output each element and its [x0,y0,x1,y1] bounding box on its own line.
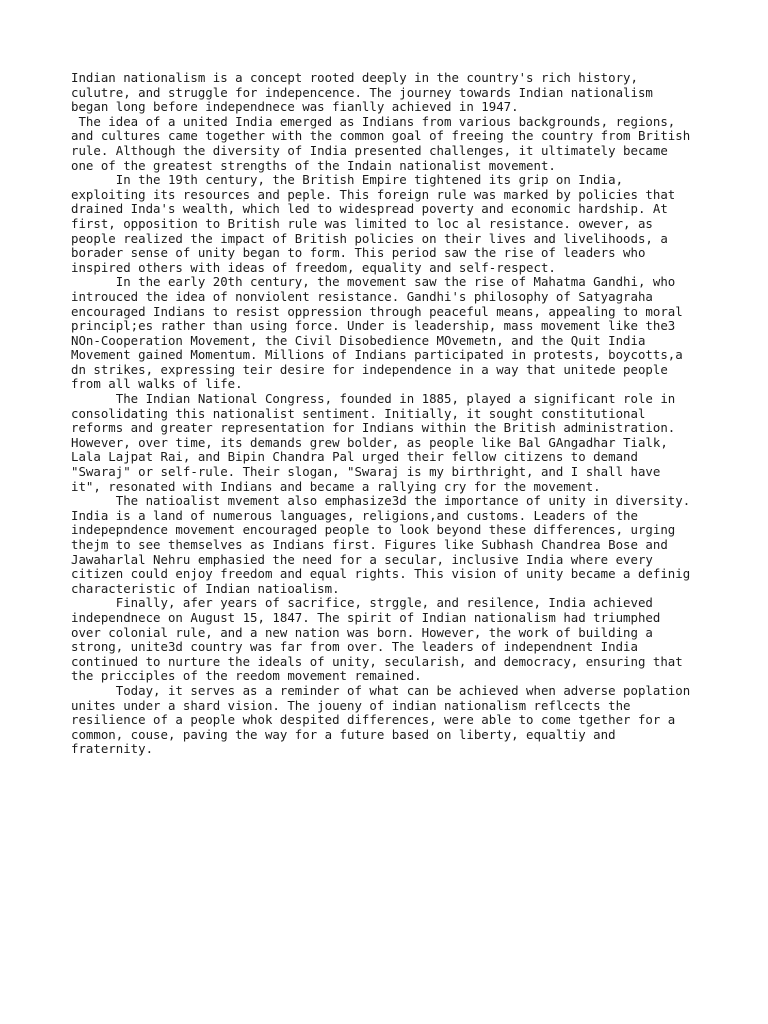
text-line: common, couse, paving the way for a future based on liberty, equaltiy and [71,726,616,742]
text-line: continued to nurture the ideals of unity, secularish, and democracy, ensuring that [71,653,683,669]
text-line: consolidating this nationalist sentiment. Initially, it sought constitutional [71,405,646,421]
text-line: principl;es rather than using force. Under is leadership, mass movement like the3 [71,318,676,334]
text-line: strong, unite3d country was far from over. The leaders of independnent India [71,639,638,655]
text-line: drained Inda's wealth, which led to widespread poverty and economic hardship. At [71,201,668,217]
text-line: However, over time, its demands grew bolder, as people like Bal GAngadhar Tialk, [71,434,668,450]
text-line: unites under a shard vision. The joueny of indian nationalism reflcects the [71,697,631,713]
text-line: The Indian National Congress, founded in 1885, played a significant role in [71,391,676,407]
text-line: thejm to see themselves as Indians first. Figures like Subhash Chandrea Bose and [71,537,668,552]
text-line: Lala Lajpat Rai, and Bipin Chandra Pal urged their fellow citizens to demand [71,449,638,465]
text-line: India is a land of numerous languages, religions,and customs. Leaders of the [71,507,638,523]
text-line: borader sense of unity began to form. This period saw the rise of leaders who [71,245,646,261]
text-line: resilience of a people whok despited differences, were able to come tgether for a [71,712,676,728]
text-line: fraternity. [71,741,154,757]
text-line: In the 19th century, the British Empire tightened its grip on India, [71,172,624,188]
text-line: citizen could enjoy freedom and equal rights. This vision of unity became a definig [71,566,691,582]
text-line: over colonial rule, and a new nation was born. However, the work of building a [71,624,653,640]
text-line: first, opposition to British rule was limited to loc al resistance. owever, as [71,215,653,231]
text-line: indepepndence movement encouraged people to look beyond these differences, urging [71,522,676,538]
text-line: Indian nationalism is a concept rooted deeply in the country's rich history, [71,70,638,85]
text-line: The natioalist mvement also emphasize3d the importance of unity in diversity. [71,493,691,509]
text-line: characteristic of Indian natioalism. [71,580,340,596]
text-line: reforms and greater representation for Indians within the British administration. [71,420,676,436]
text-line: The idea of a united India emerged as Indians from various backgrounds, regions, [71,113,676,129]
text-line: people realized the impact of British policies on their lives and livelihoods, a [71,230,668,246]
text-line: inspired others with ideas of freedom, equality and self-respect. [71,259,556,275]
text-line: began long before independnece was fianlly achieved in 1947. [71,99,519,115]
text-line: culutre, and struggle for indepencence. The journey towards Indian nationalism [71,84,653,100]
text-line: dn strikes, expressing teir desire for independence in a way that unitede people [71,361,668,377]
document-body [71,71,711,757]
text-line: the pricciples of the reedom movement remained. [71,668,422,684]
text-line: "Swaraj" or self-rule. Their slogan, "Swaraj is my birthright, and I shall have [71,464,661,480]
text-line: Movement gained Momentum. Millions of Indians participated in protests, boycotts,a [71,347,683,363]
text-line: introuced the idea of nonviolent resistance. Gandhi's philosophy of Satyagraha [71,288,653,304]
text-line: it", resonated with Indians and became a rallying cry for the movement. [71,478,601,494]
text-line: Today, it serves as a reminder of what can be achieved when adverse poplation [71,682,691,698]
text-line: and cultures came together with the common goal of freeing the country from British [71,128,691,144]
text-line: from all walks of life. [71,376,243,392]
text-line: one of the greatest strengths of the Indain nationalist movement. [71,157,556,173]
text-line: exploiting its resources and peple. This foreign rule was marked by policies that [71,186,676,202]
text-line: Jawaharlal Nehru emphasied the need for a secular, inclusive India where every [71,551,653,567]
text-line: Finally, afer years of sacrifice, strggle, and resilence, India achieved [71,595,653,611]
text-line: rule. Although the diversity of India presented challenges, it ultimately became [71,142,668,158]
text-line: NOn-Cooperation Movement, the Civil Disobedience MOvemetn, and the Quit India [71,332,646,348]
text-line: In the early 20th century, the movement saw the rise of Mahatma Gandhi, who [71,274,676,290]
text-line: independnece on August 15, 1847. The spirit of Indian nationalism had triumphed [71,609,661,625]
text-line: encouraged Indians to resist oppression through peaceful means, appealing to moral [71,303,683,319]
